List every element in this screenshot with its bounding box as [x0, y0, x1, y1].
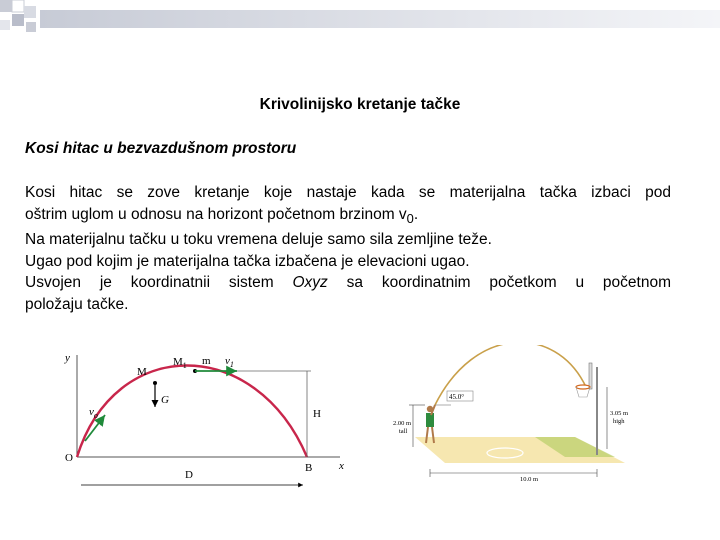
- origin-label: O: [65, 452, 73, 464]
- section-subtitle: Kosi hitac u bezvazdušnom prostoru: [25, 140, 297, 157]
- player-body: [426, 413, 434, 427]
- height-label: H: [313, 408, 321, 420]
- paragraph-4b: položaju tačke.: [25, 295, 129, 313]
- projectile-diagram: [55, 345, 360, 495]
- paragraph-1b: oštrim uglom u odnosu na horizont početnom brzinom $v_0$.: [25, 205, 419, 226]
- y-axis-label: y: [65, 352, 70, 364]
- point-m-label: M: [137, 366, 147, 378]
- basketball-diagram: [385, 345, 640, 495]
- player-height-label: 2.00 m: [393, 420, 412, 427]
- hoop-height-label: 3.05 m: [610, 410, 629, 417]
- page-title: Krivolinijsko kretanje tačke: [259, 96, 461, 113]
- hoop-rim: [576, 385, 590, 389]
- x-axis-label: x: [339, 460, 344, 472]
- backboard: [589, 363, 592, 389]
- hoop-height-label-2: high: [613, 418, 625, 425]
- mass-label: m: [202, 355, 211, 367]
- point-m: [153, 381, 157, 385]
- point-b-label: B: [305, 462, 313, 474]
- angle-label: 45.0°: [449, 393, 465, 401]
- gravity-label: G: [161, 394, 169, 406]
- paragraph-2: Na materijalnu tačku u toku vremena deluje samo sila zemljine teže.: [25, 231, 492, 249]
- header-decoration: [0, 0, 720, 40]
- v1-label: $v_1$: [225, 355, 234, 369]
- distance-label: D: [185, 469, 193, 481]
- trajectory-curve: [77, 366, 307, 458]
- distance-label-right: 10.0 m: [520, 476, 539, 483]
- player-height-label-2: tall: [399, 428, 408, 435]
- point-m1-label: $M_1$: [173, 356, 187, 370]
- paragraph-4a: Usvojen je koordinatnii sistem Oxyz sa koordinatnim početkom u početnom: [25, 274, 672, 292]
- paragraph-3: Ugao pod kojim je materijalna tačka izbačena je elevacioni ugao.: [25, 252, 470, 270]
- body-text: [25, 182, 671, 315]
- paragraph-1a: Kosi hitac se zove kretanje koje nastaje kada se materijalna tačka izbaci pod: [25, 184, 671, 201]
- v0-label: $v_o$: [89, 406, 98, 420]
